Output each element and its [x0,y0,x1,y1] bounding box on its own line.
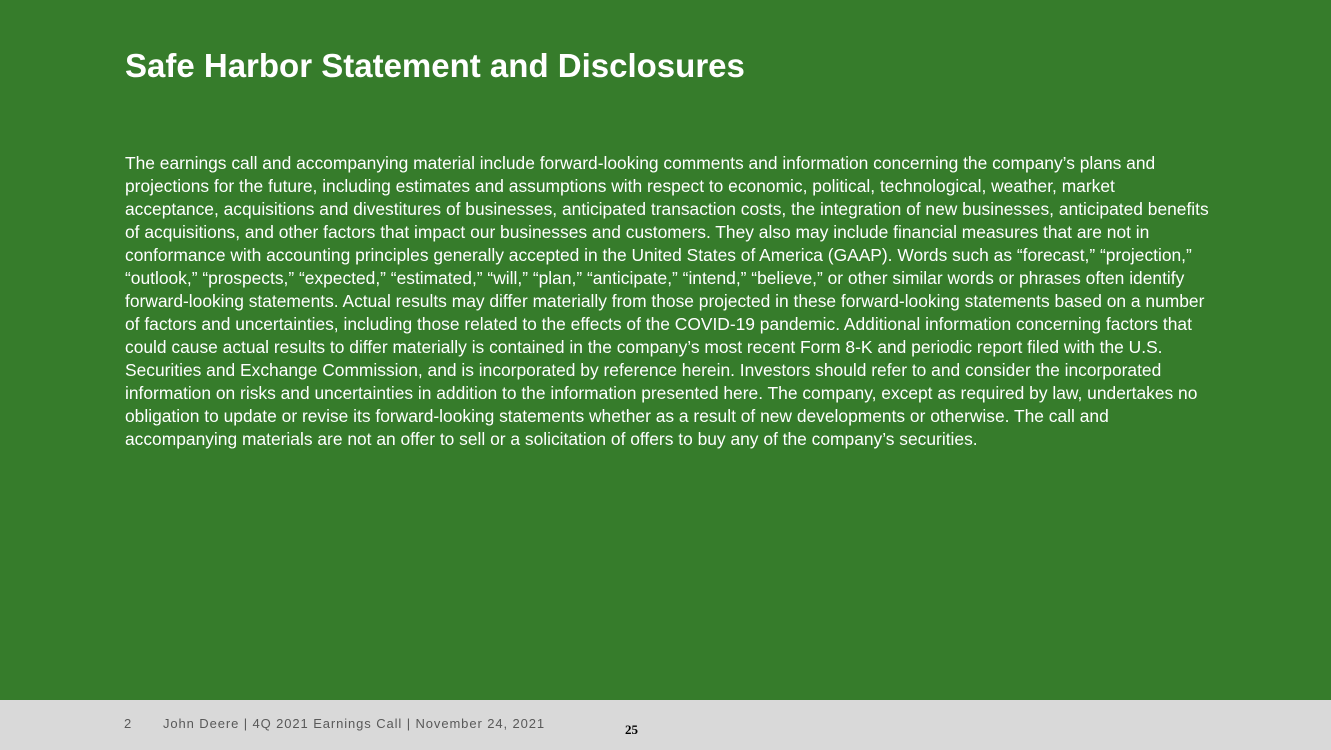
slide-number: 25 [625,722,638,737]
footer-bar [0,700,1331,750]
footer-page-number: 2 [124,716,132,731]
disclosure-paragraph: The earnings call and accompanying material include forward-looking comments and information concerning the company’s plans and projections for the future, including estimates and assumptions with respect to economic, political, technological, weather, market acceptance, acquisitions and divestitures of businesses, anticipated transaction costs, the integration of new businesses, anticipated benefits of acquisitions, and other factors that impact our businesses and customers. They also may include financial measures that are not in conformance with accounting principles generally accepted in the United States of America (GAAP). Words such as “forecast,” “projection,” “outlook,” “prospects,” “expected,” “estimated,” “will,” “plan,” “anticipate,” “intend,” “believe,” or other similar words or phrases often identify forward-looking statements. Actual results may differ materially from those projected in these forward-looking statements based on a number of factors and uncertainties, including those related to the effects of the COVID-19 pandemic. Additional information concerning factors that could cause actual results to differ materially is contained in the company’s most recent Form 8-K and periodic report filed with the U.S. Securities and Exchange Commission, and is incorporated by reference herein. Investors should refer to and consider the incorporated information on risks and uncertainties in addition to the information presented here. The company, except as required by law, undertakes no obligation to update or revise its forward-looking statements whether as a result of new developments or otherwise. The call and accompanying materials are not an offer to sell or a solicitation of offers to buy any of the company’s securities. [125,153,1209,449]
footer-caption: John Deere | 4Q 2021 Earnings Call | November 24, 2021 [163,716,545,731]
page-title: Safe Harbor Statement and Disclosures [125,47,745,84]
